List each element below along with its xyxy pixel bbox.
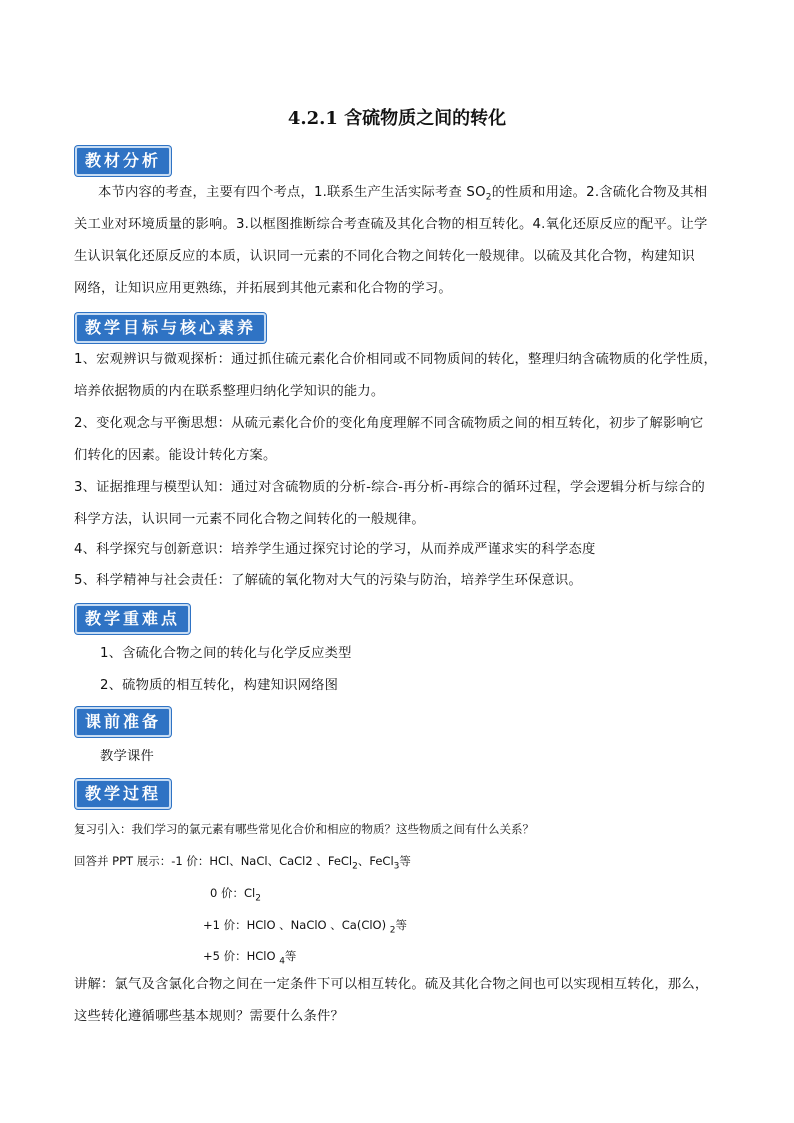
- process-answer-plus1: +1 价：HClO 、NaClO 、Ca(ClO) $_2$等: [203, 918, 407, 936]
- goal-2-line-1: 2、变化观念与平衡思想：从硫元素化合价的变化角度理解不同含硫物质之间的相互转化，初步了解影响它: [74, 416, 704, 431]
- process-explain-line-2: 这些转化遵循哪些基本规则？需要什么条件？: [74, 1009, 344, 1024]
- section-header-analysis: 教材分析: [75, 146, 171, 176]
- analysis-line-2: 关工业对环境质量的影响。3.以框图推断综合考查硫及其化合物的相互转化。4.氧化还原反应的配平。让学: [74, 217, 708, 232]
- goal-2-line-2: 们转化的因素。能设计转化方案。: [74, 448, 277, 463]
- analysis-line-4: 网络，让知识应用更熟练，并拓展到其他元素和化合物的学习。: [74, 281, 452, 296]
- process-answer-minus1: 回答并 PPT 展示：-1 价：HCl、NaCl、CaCl2 、FeCl$_2$、FeCl$_3$等: [74, 854, 411, 872]
- process-answer-zero: 0 价：$Cl_2$: [210, 886, 261, 904]
- goal-1-line-1: 1、宏观辨识与微观探析：通过抓住硫元素化合价相同或不同物质间的转化，整理归纳含硫物质的化学性质，: [74, 352, 718, 367]
- preparation-text: 教学课件: [100, 749, 154, 764]
- page-title: 4.2.1 含硫物质之间的转化: [287, 108, 507, 129]
- goal-5: 5、科学精神与社会责任：了解硫的氧化物对大气的污染与防治，培养学生环保意识。: [74, 573, 583, 588]
- key-point-2: 2、硫物质的相互转化，构建知识网络图: [100, 678, 339, 693]
- analysis-line-1: 本节内容的考查，主要有四个考点，1.联系生产生活实际考查 $SO_2$的性质和用途。2.含硫化合物及其相: [98, 185, 708, 203]
- goal-4: 4、科学探究与创新意识：培养学生通过探究讨论的学习，从而养成严谨求实的科学态度: [74, 542, 596, 557]
- process-answer-plus5: +5 价：HClO $_4$等: [203, 949, 297, 967]
- process-intro: 复习引入：我们学习的氯元素有哪些常见化合价和相应的物质？这些物质之间有什么关系？: [74, 822, 534, 836]
- section-header-key-points: 教学重难点: [75, 604, 190, 634]
- analysis-line-3: 生认识氧化还原反应的本质，认识同一元素的不同化合物之间转化一般规律。以硫及其化合物，构建知识: [74, 249, 695, 264]
- key-point-1: 1、含硫化合物之间的转化与化学反应类型: [100, 646, 352, 661]
- goal-3-line-2: 科学方法，认识同一元素不同化合物之间转化的一般规律。: [74, 512, 425, 527]
- goal-3-line-1: 3、证据推理与模型认知：通过对含硫物质的分析-综合-再分析-再综合的循环过程，学会逻辑分析与综合的: [74, 480, 706, 495]
- section-header-goals: 教学目标与核心素养: [75, 313, 266, 343]
- process-explain-line-1: 讲解：氯气及含氯化合物之间在一定条件下可以相互转化。硫及其化合物之间也可以实现相互转化，那么，: [74, 977, 709, 992]
- section-header-process: 教学过程: [75, 779, 171, 809]
- section-header-preparation: 课前准备: [75, 707, 171, 737]
- goal-1-line-2: 培养依据物质的内在联系整理归纳化学知识的能力。: [74, 384, 385, 399]
